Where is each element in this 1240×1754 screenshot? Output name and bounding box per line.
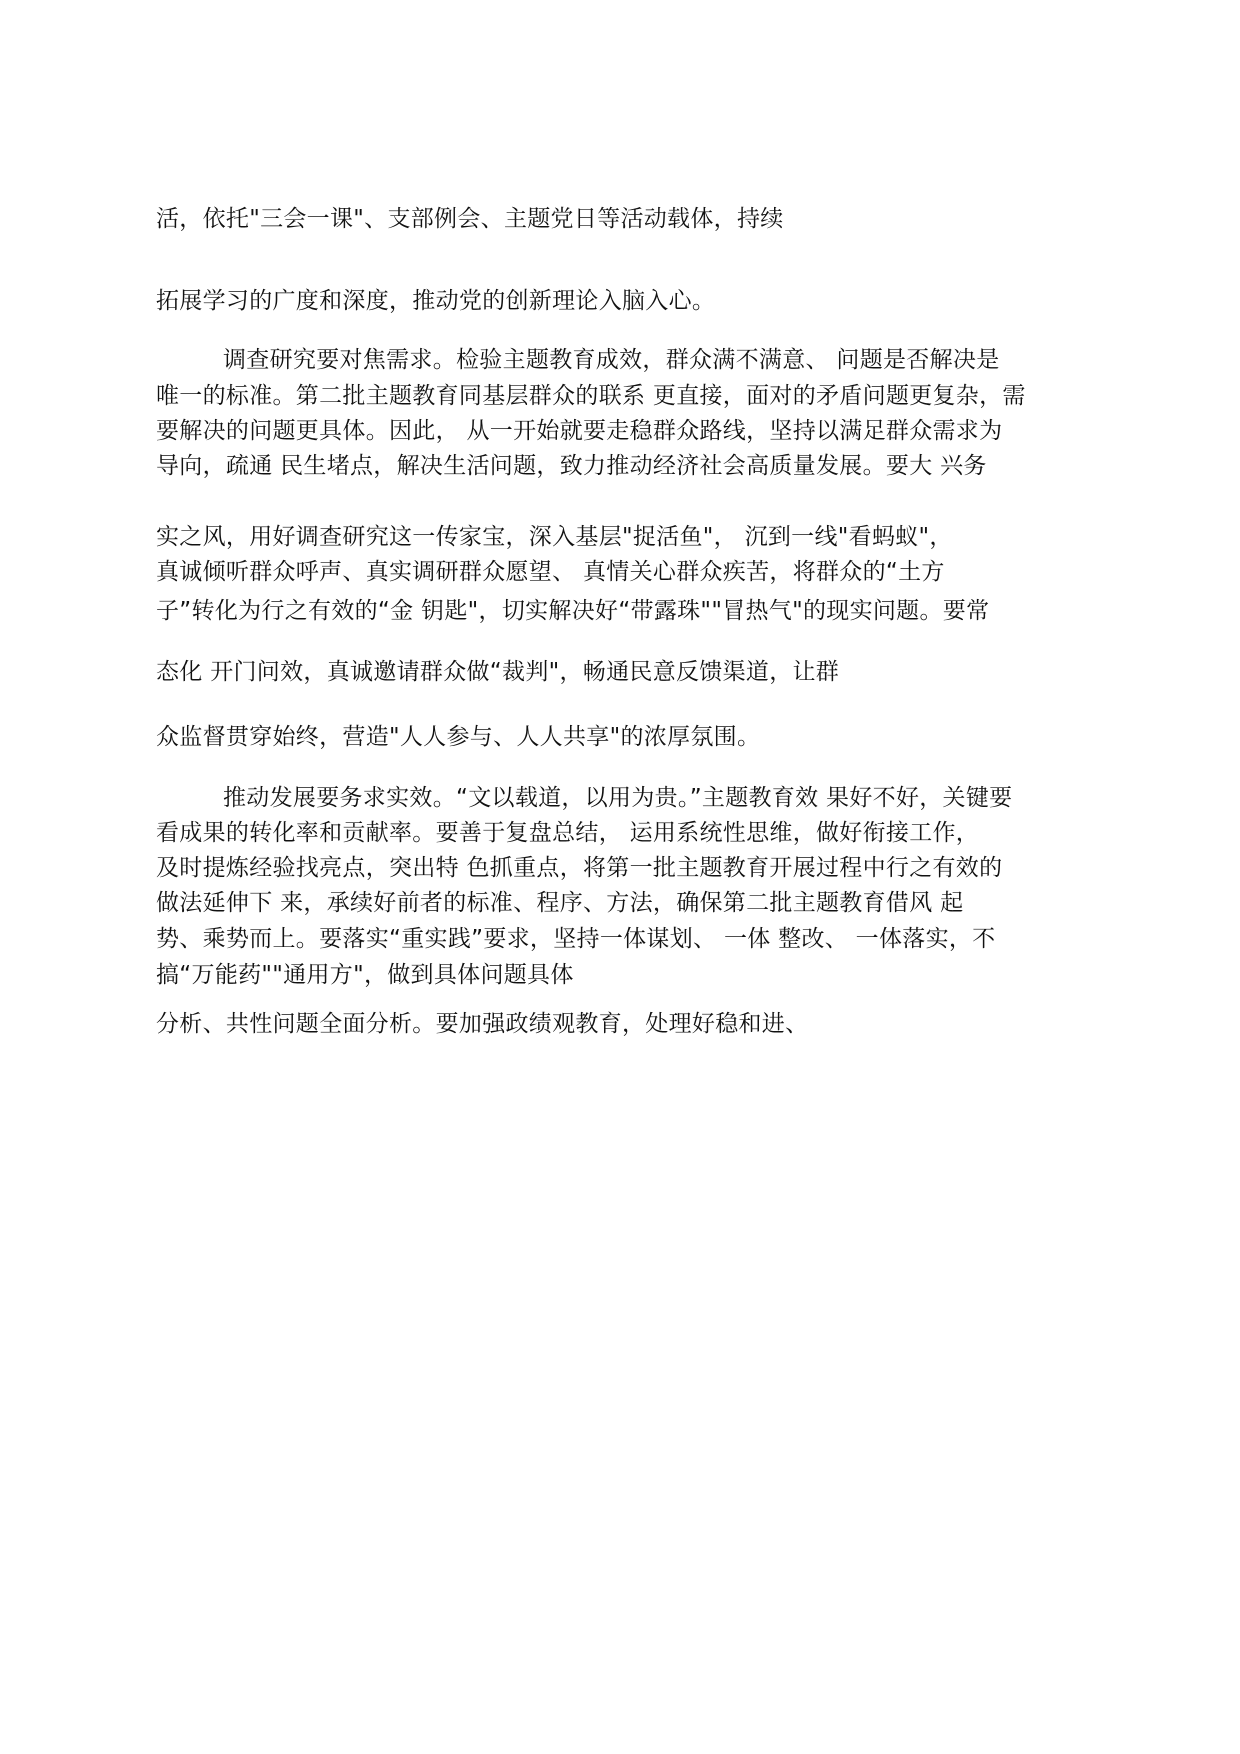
text-line: 活，依托"三会一课"、支部例会、主题党日等活动载体，持续 [156, 206, 784, 232]
text-line: 做法延伸下 来，承续好前者的标准、程序、方法，确保第二批主题教育借风 起 [156, 890, 964, 916]
text-line: 众监督贯穿始终，营造"人人参与、人人共享"的浓厚氛围。 [156, 724, 761, 750]
text-line: 分析、共性问题全面分析。要加强政绩观教育，处理好稳和进、 [156, 1011, 809, 1037]
text-line: 子”转化为行之有效的“金 钥匙"，切实解决好“带露珠""冒热气"的现实问题。要常 [156, 598, 990, 624]
text-line: 实之风，用好调查研究这一传家宝，深入基层"捉活鱼"， 沉到一线"看蚂蚁"， [156, 524, 953, 550]
text-line: 态化 开门问效，真诚邀请群众做“裁判"，畅通民意反馈渠道，让群 [156, 659, 840, 685]
paragraph-start-line: 调查研究要对焦需求。检验主题教育成效，群众满不满意、 问题是否解决是 [223, 347, 1000, 373]
text-line: 要解决的问题更具体。因此， 从一开始就要走稳群众路线，坚持以满足群众需求为 [156, 418, 1003, 444]
text-line: 势、乘势而上。要落实“重实践”要求，坚持一体谋划、 一体 整改、 一体落实，不 [156, 926, 996, 952]
text-line: 真诚倾听群众呼声、真实调研群众愿望、 真情关心群众疾苦，将群众的“土方 [156, 559, 945, 585]
paragraph-start-line: 推动发展要务求实效。“文以载道，以用为贵。”主题教育效 果好不好，关键要 [223, 785, 1013, 811]
text-line: 拓展学习的广度和深度，推动党的创新理论入脑入心。 [156, 288, 716, 314]
text-line: 看成果的转化率和贡献率。要善于复盘总结， 运用系统性思维，做好衔接工作， [156, 820, 980, 846]
text-line: 及时提炼经验找亮点，突出特 色抓重点，将第一批主题教育开展过程中行之有效的 [156, 855, 1003, 881]
text-line: 唯一的标准。第二批主题教育同基层群众的联系 更直接，面对的矛盾问题更复杂，需 [156, 383, 1026, 409]
text-line: 搞“万能药""通用方"，做到具体问题具体 [156, 962, 574, 988]
text-line: 导向，疏通 民生堵点，解决生活问题，致力推动经济社会高质量发展。要大 兴务 [156, 453, 987, 479]
